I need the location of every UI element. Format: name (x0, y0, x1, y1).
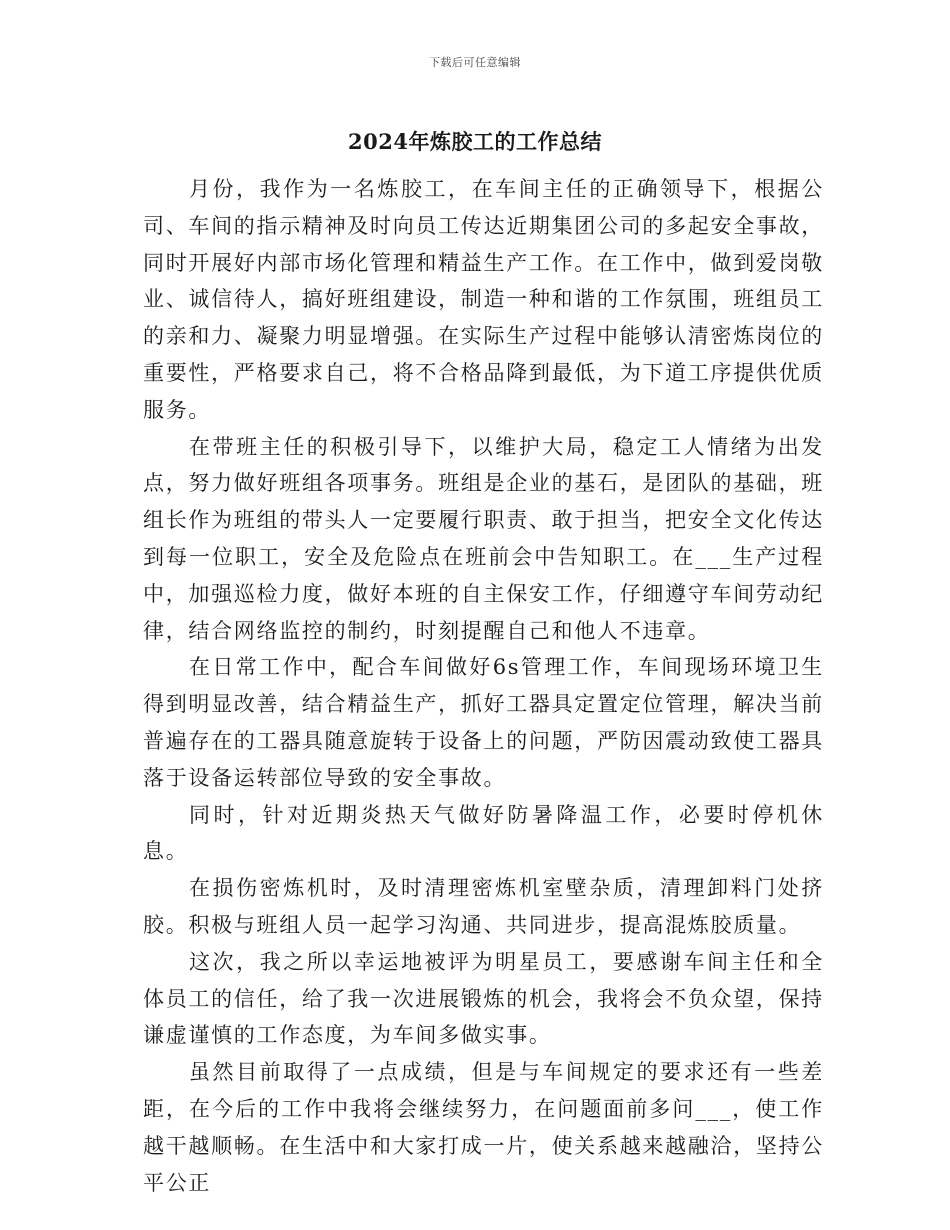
paragraph-5: 在损伤密炼机时，及时清理密炼机室壁杂质，清理卸料门处挤胶。积极与班组人员一起学习沟通、共同进步，提高混炼胶质量。 (143, 876, 824, 937)
document-body (143, 171, 824, 1201)
paragraph-2: 在带班主任的积极引导下，以维护大局，稳定工人情绪为出发点，努力做好班组各项事务。班组是企业的基石，是团队的基础，班组长作为班组的带头人一定要履行职责、敢于担当，把安全文化传达到每一位职工，安全及危险点在班前会中告知职工。在___生产过程中，加强巡检力度，做好本班的自主保安工作，仔细遵守车间劳动纪律，结合网络监控的制约，时刻提醒自己和他人不违章。 (143, 434, 824, 643)
paragraph-1: 月份，我作为一名炼胶工，在车间主任的正确领导下，根据公司、车间的指示精神及时向员工传达近期集团公司的多起安全事故，同时开展好内部市场化管理和精益生产工作。在工作中，做到爱岗敬业、诚信待人，搞好班组建设，制造一种和谐的工作氛围，班组员工的亲和力、凝聚力明显增强。在实际生产过程中能够认清密炼岗位的重要性，严格要求自己，将不合格品降到最低，为下道工序提供优质服务。 (143, 177, 824, 422)
paragraph-6: 这次，我之所以幸运地被评为明星员工，要感谢车间主任和全体员工的信任，给了我一次进展锻炼的机会，我将会不负众望，保持谦虚谨慎的工作态度，为车间多做实事。 (143, 949, 824, 1048)
header-note: 下载后可任意编辑 (429, 56, 521, 69)
paragraph-4: 同时，针对近期炎热天气做好防暑降温工作，必要时停机休息。 (143, 802, 824, 864)
paragraph-3: 在日常工作中，配合车间做好6s管理工作，车间现场环境卫生得到明显改善，结合精益生产，抓好工器具定置定位管理，解决当前普遍存在的工器具随意旋转于设备上的问题，严防因震动致使工器具落于设备运转部位导致的安全事故。 (143, 655, 824, 790)
page-title: 2024年炼胶工的工作总结 (348, 129, 602, 154)
paragraph-7: 虽然目前取得了一点成绩，但是与车间规定的要求还有一些差距，在今后的工作中我将会继续努力，在问题面前多问___，使工作越干越顺畅。在生活中和大家打成一片，使关系越来越融洽，坚持公平公正 (143, 1060, 824, 1195)
